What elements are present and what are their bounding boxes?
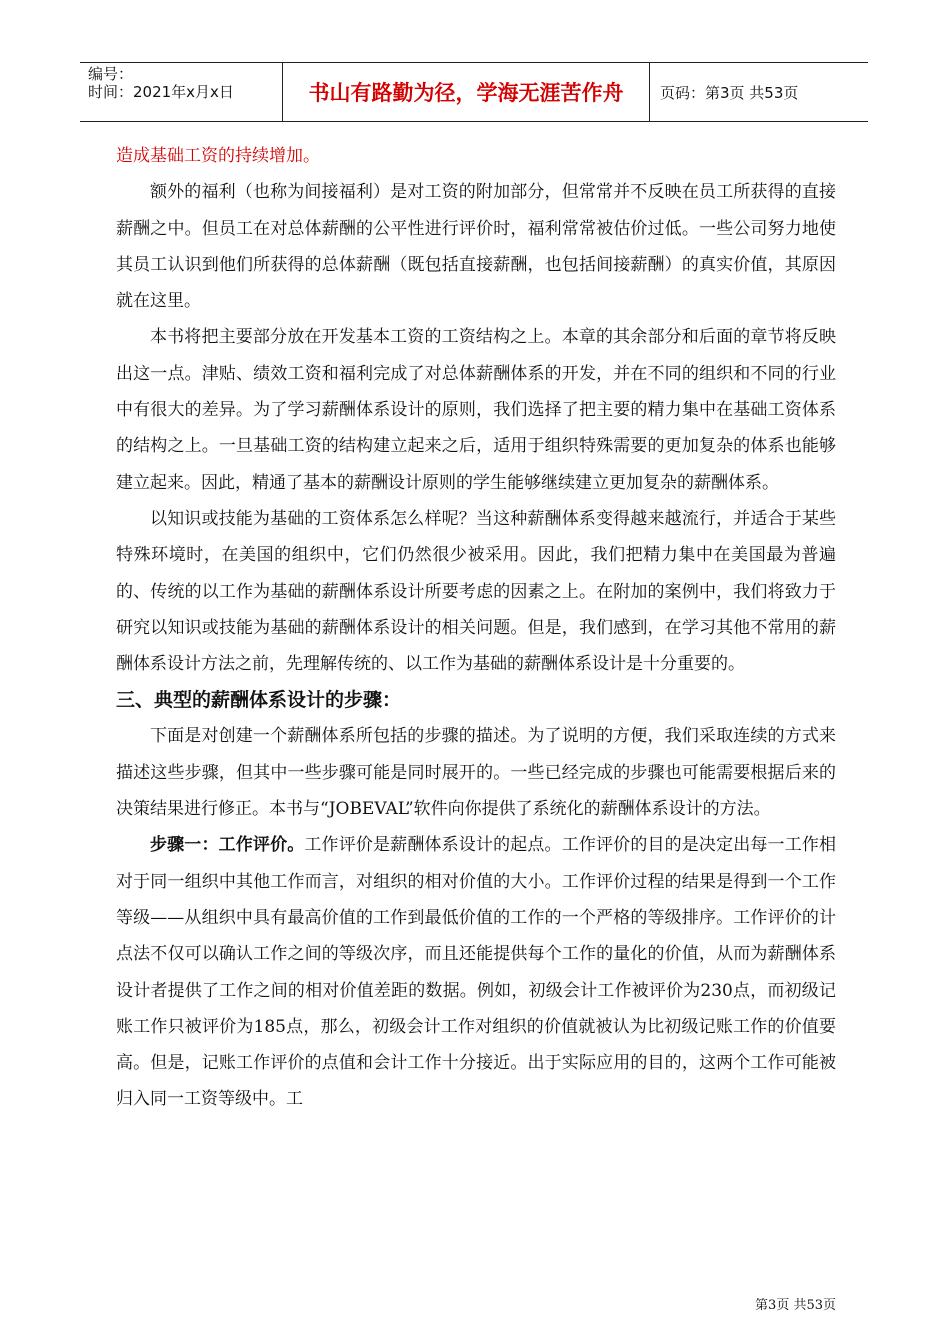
paragraph-base-pay-focus: 本书将把主要部分放在开发基本工资的工资结构之上。本章的其余部分和后面的章节将反映出这一点。津贴、绩效工资和福利完成了对总体薪酬体系的开发，并在不同的组织和不同的行业中有很大的差异。为了学习薪酬体系设计的原则，我们选择了把主要的精力集中在基础工资体系的结构之上。一旦基础工资的结构建立起来之后，适用于组织特殊需要的更加复杂的体系也能够建立起来。因此，精通了基本的薪酬设计原则的学生能够继续建立更加复杂的薪酬体系。 bbox=[116, 327, 836, 493]
paragraph-step-one bbox=[116, 827, 836, 1117]
document-body bbox=[116, 138, 836, 1118]
document-number-label: 编号： bbox=[88, 65, 134, 83]
paragraph-skill-based-pay: 以知识或技能为基础的工资体系怎么样呢？当这种薪酬体系变得越来越流行，并适合于某些特殊环境时，在美国的组织中，它们仍然很少被采用。因此，我们把精力集中在美国最为普遍的、传统的以工作为基础的薪酬体系设计所要考虑的因素之上。在附加的案例中，我们将致力于研究以知识或技能为基础的薪酬体系设计的相关问题。但是，我们感到，在学习其他不常用的薪酬体系设计方法之前，先理解传统的、以工作为基础的薪酬体系设计是十分重要的。 bbox=[116, 508, 836, 675]
header-page-number: 页码：第3页 共53页 bbox=[660, 83, 799, 102]
page-header bbox=[80, 62, 868, 122]
header-motto: 书山有路勤为径，学海无涯苦作舟 bbox=[283, 63, 650, 121]
footer-page-number: 第3页 共53页 bbox=[755, 1298, 836, 1313]
paragraph-steps-overview: 下面是对创建一个薪酬体系所包括的步骤的描述。为了说明的方便，我们采取连续的方式来描述这些步骤，但其中一些步骤可能是同时展开的。一些已经完成的步骤也可能需要根据后来的决策结果进行修正。本书与“JOBEVAL”软件向你提供了系统化的薪酬体系设计的方法。 bbox=[116, 726, 836, 820]
paragraph-benefits: 额外的福利（也称为间接福利）是对工资的附加部分，但常常并不反映在员工所获得的直接薪酬之中。但员工在对总体薪酬的公平性进行评价时，福利常常被估价过低。一些公司努力地使其员工认识到他们所获得的总体薪酬（既包括直接薪酬，也包括间接薪酬）的真实价值，其原因就在这里。 bbox=[116, 182, 836, 312]
step-one-label: 步骤一：工作评价。 bbox=[150, 835, 305, 856]
section-heading: 三、典型的薪酬体系设计的步骤： bbox=[116, 689, 402, 712]
intro-continuation: 造成基础工资的持续增加。 bbox=[116, 146, 320, 166]
document-date-label: 时间：2021年x月x日 bbox=[88, 83, 234, 101]
header-meta bbox=[80, 63, 283, 121]
step-one-text: 工作评价是薪酬体系设计的起点。工作评价的目的是决定出每一工作相对于同一组织中其他工作而言，对组织的相对价值的大小。工作评价过程的结果是得到一个工作等级——从组织中具有最高价值的工作到最低价值的工作的一个严格的等级排序。工作评价的计点法不仅可以确认工作之间的等级次序，而且还能提供每个工作的量化的价值，从而为薪酬体系设计者提供了工作之间的相对价值差距的数据。例如，初级会计工作被评价为230点，而初级记账工作只被评价为185点，那么，初级会计工作对组织的价值就被认为比初级记账工作的价值要高。但是，记账工作评价的点值和会计工作十分接近。出于实际应用的目的，这两个工作可能被归入同一工资等级中。工 bbox=[116, 835, 837, 1110]
